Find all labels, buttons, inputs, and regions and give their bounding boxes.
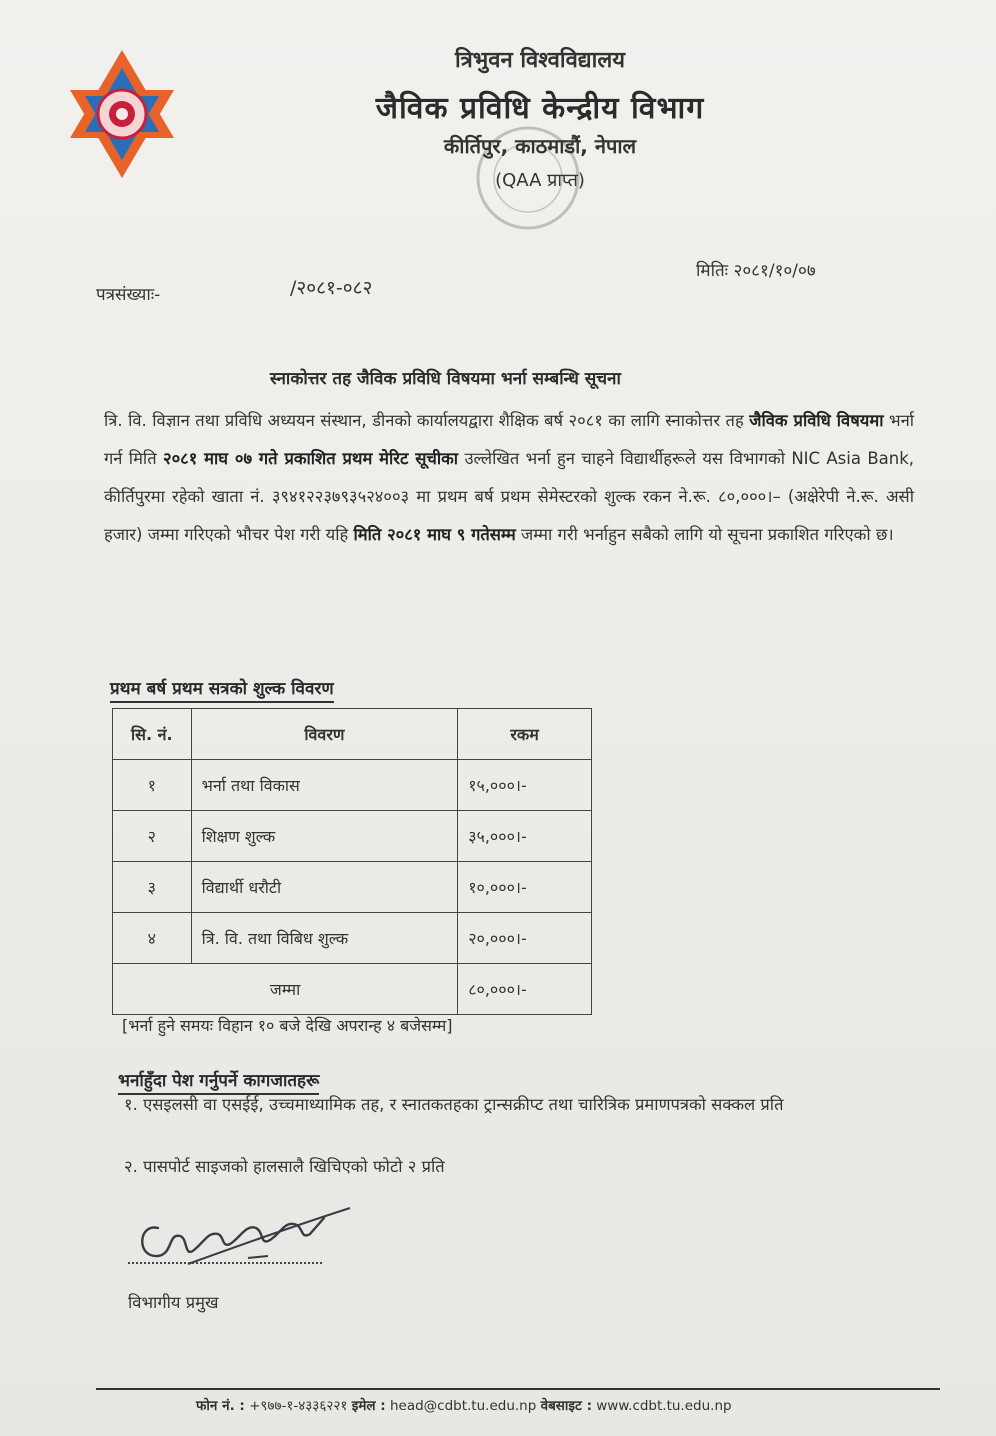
row-description: त्रि. वि. तथा विबिध शुल्क — [191, 913, 458, 964]
footer-divider — [96, 1388, 940, 1390]
body-text-5: उल्लेखित भर्ना हुन चाहने विद्यार्थीहरूले यस विभागको NIC Asia Bank, कीर्तिपुरमा रहेको खाता नं. ३९४१२२३७९३५२४००३ मा प्रथम बर्ष प्रथम सेमेस्टरको शुल्क रकन ने.रू. ८०,०००।– (अक्षेरेपी ने.रू. असी हजार) जम्मा गरिएको भौचर पेश गरी यहि — [104, 449, 915, 544]
reference-label: पत्रसंख्याः- — [96, 285, 161, 305]
fee-total-row — [113, 964, 592, 1015]
body-text-4: २०८१ माघ ०७ गते प्रकाशित प्रथम मेरिट सूचीका — [162, 449, 459, 468]
row-sn: २ — [113, 811, 192, 862]
reference-number: /२०८१-०८२ — [290, 277, 373, 299]
body-text-3: भर्ना गर्न मिति — [104, 411, 914, 468]
tu-logo-icon — [66, 46, 178, 182]
notice-subject: स्नाकोत्तर तह जैविक प्रविधि विषयमा भर्ना सम्बन्धि सूचना — [270, 369, 621, 389]
email-label: इमेल : — [351, 1398, 386, 1414]
admission-time-note: [भर्ना हुने समयः विहान १० बजे देखि अपरान्ह ४ बजेसम्म] — [122, 1016, 453, 1035]
website-url: www.cdbt.tu.edu.np — [596, 1398, 732, 1414]
row-amount: २०,०००।- — [458, 913, 592, 964]
row-amount: ३५,०००।- — [458, 811, 592, 862]
department-address: कीर्तिपुर, काठमाडौं, नेपाल — [443, 134, 637, 158]
signature-line — [128, 1262, 322, 1264]
table-row — [113, 760, 592, 811]
fee-table — [112, 708, 592, 1015]
header-description: विवरण — [191, 709, 458, 760]
header-sn: सि. नं. — [113, 709, 192, 760]
row-amount: १५,०००।- — [458, 760, 592, 811]
document-item: २. पासपोर्ट साइजको हालसालै खिचिएको फोटो २ प्रति — [124, 1157, 445, 1176]
row-description: विद्यार्थी धरौटी — [191, 862, 458, 913]
signatory-title: विभागीय प्रमुख — [128, 1293, 219, 1312]
website-label: वेबसाइट : — [540, 1398, 592, 1414]
document-item: १. एसइलसी वा एसईई, उच्चमाध्यामिक तह, र स्नातकतहका ट्रान्सक्रीप्ट तथा चारित्रिक प्रमाणपत्रको सक्कल प्रति — [124, 1095, 784, 1114]
body-text-6: मिति २०८१ माघ ९ गतेसम्म — [353, 525, 516, 544]
row-description: भर्ना तथा विकास — [191, 760, 458, 811]
notice-body — [104, 402, 914, 554]
table-row — [113, 811, 592, 862]
row-description: शिक्षण शुल्क — [191, 811, 458, 862]
university-name: त्रिभुवन विश्वविद्यालय — [454, 48, 626, 73]
table-row — [113, 913, 592, 964]
body-text-1: त्रि. वि. विज्ञान तथा प्रविधि अध्ययन संस्थान, डीनको कार्यालयद्वारा शैक्षिक बर्ष २०८१ का लागि स्नाकोत्तर तह — [104, 411, 744, 430]
body-text-2: जैविक प्रविधि विषयमा — [749, 411, 884, 430]
row-sn: ४ — [113, 913, 192, 964]
department-name: जैविक प्रविधि केन्द्रीय विभाग — [375, 91, 705, 126]
row-sn: १ — [113, 760, 192, 811]
row-sn: ३ — [113, 862, 192, 913]
total-label: जम्मा — [113, 964, 458, 1015]
total-amount: ८०,०००।- — [458, 964, 592, 1015]
documents-title: भर्नाहुँदा पेश गर्नुपर्ने कागजातहरू — [118, 1068, 319, 1095]
phone-number: +९७७-१-४३३६२२१ — [249, 1398, 348, 1414]
fee-table-header — [113, 709, 592, 760]
phone-label: फोन नं. : — [196, 1398, 245, 1414]
header-amount: रकम — [458, 709, 592, 760]
body-text-7: जम्मा गरी भर्नाहुन सबैको लागि यो सूचना प्रकाशित गरिएको छ। — [521, 525, 894, 544]
signature-icon — [128, 1188, 358, 1278]
accreditation-label: (QAA प्राप्त) — [495, 170, 585, 191]
fee-section-title: प्रथम बर्ष प्रथम सत्रको शुल्क विवरण — [110, 676, 334, 703]
row-amount: १०,०००।- — [458, 862, 592, 913]
notice-date: मितिः २०८१/१०/०७ — [696, 261, 816, 281]
email-address: head@cdbt.tu.edu.np — [389, 1398, 537, 1414]
table-row — [113, 862, 592, 913]
contact-footer — [196, 1396, 936, 1414]
